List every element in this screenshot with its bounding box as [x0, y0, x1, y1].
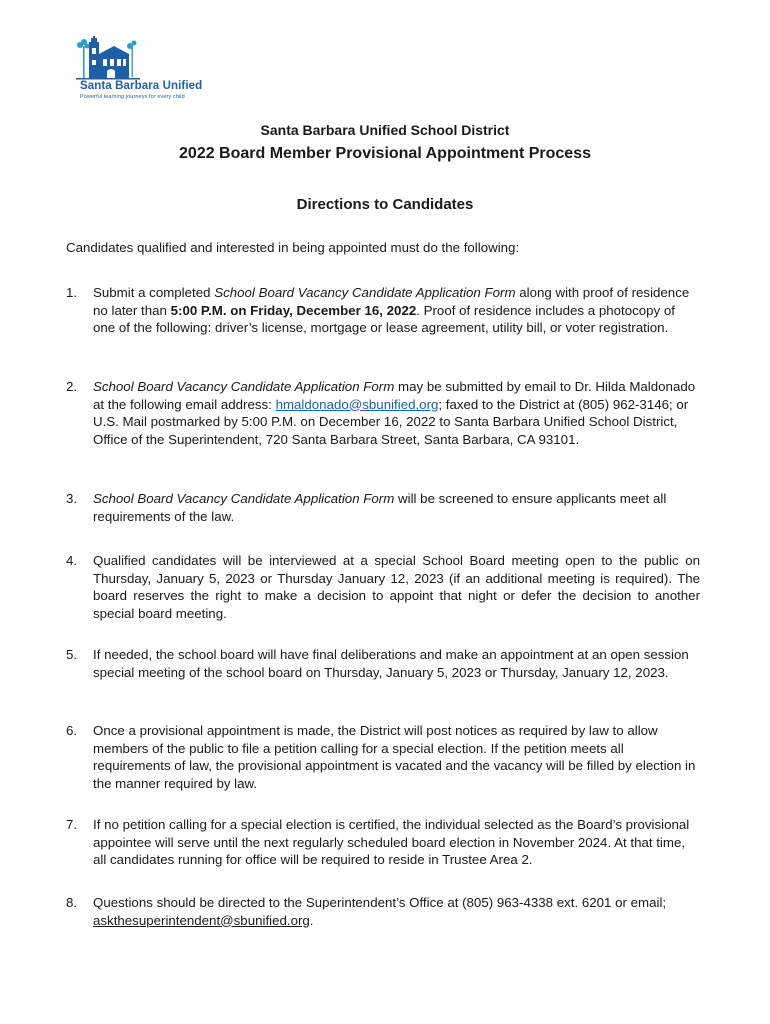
item-number: 4.	[66, 553, 78, 568]
item-text: Submit a completed School Board Vacancy Candidate Application Form along with proof of residence no later than 5:00 P.M. on Friday, December 16, 2022. Proof of residence includes a photocopy of one of the following: driver’s license, mortgage or lease agreement, utility bill, or voter registration.	[93, 285, 690, 335]
section-heading: Directions to Candidates	[296, 196, 474, 213]
item-text: Once a provisional appointment is made, the District will post notices as required by law to allow members of the public to file a petition calling for a special election. If the petition meets all requirements of law, the provisional appointment is vacated and the vacancy will be filled by election in the manner required by law.	[93, 723, 696, 791]
item-text: Qualified candidates will be interviewed at a special School Board meeting open to the public on Thursday, January 5, 2023 or Thursday January 12, 2023 (if an additional meeting is required). The board reserves the right to make a decision to appoint that night or defer the decision to another special board meeting.	[93, 553, 700, 621]
superintendent-email-link[interactable]: askthesuperintendent@sbunified.org	[93, 912, 310, 928]
email-link[interactable]: hmaldonado@sbunified.org	[275, 396, 439, 412]
item-text: If needed, the school board will have final deliberations and make an appointment at an open session special meeting of the school board on Thursday, January 5, 2023 or Thursday, January 12, 2023.	[93, 647, 689, 680]
list-item	[66, 894, 700, 929]
page-title: 2022 Board Member Provisional Appointment Process	[179, 145, 591, 162]
item-number: 5.	[66, 647, 78, 662]
item-number: 1.	[66, 285, 78, 300]
list-item	[66, 646, 700, 681]
district-name: Santa Barbara Unified School District	[260, 122, 510, 138]
district-logo	[76, 36, 203, 102]
list-item	[66, 378, 700, 448]
intro-text: Candidates qualified and interested in being appointed must do the following:	[66, 240, 520, 255]
item-number: 7.	[66, 817, 78, 832]
list-item	[66, 284, 700, 337]
item-number: 3.	[66, 491, 78, 506]
logo-name: Santa Barbara Unified	[80, 80, 203, 92]
list-item	[66, 816, 700, 869]
list-item	[66, 552, 700, 622]
item-text: School Board Vacancy Candidate Application Form will be screened to ensure applicants meet all requirements of the law.	[93, 491, 667, 524]
item-number: 6.	[66, 723, 78, 738]
mission-building-icon	[76, 36, 200, 80]
item-number: 8.	[66, 895, 78, 910]
logo-tagline: Powerful learning journeys for every child	[80, 94, 185, 100]
item-text: Questions should be directed to the Superintendent’s Office at (805) 963-4338 ext. 6201 or email; askthesuperintendent@sbunified.org.	[93, 895, 667, 928]
list-item	[66, 722, 700, 792]
item-number: 2.	[66, 379, 78, 394]
list-item	[66, 490, 700, 525]
item-text: School Board Vacancy Candidate Application Form may be submitted by email to Dr. Hilda Maldonado at the following email address: hmaldonado@sbunified.org; faxed to the District at (805) 962-3146; or U.S. Mail postmarked by 5:00 P.M. on December 16, 2022 to Santa Barbara Unified School District, Office of the Superintendent, 720 Santa Barbara Street, Santa Barbara, CA 93101.	[93, 379, 696, 447]
item-text: If no petition calling for a special election is certified, the individual selected as the Board’s provisional appointee will serve until the next regularly scheduled board election in November 2024. At that time, all candidates running for office will be required to reside in Trustee Area 2.	[93, 817, 690, 867]
